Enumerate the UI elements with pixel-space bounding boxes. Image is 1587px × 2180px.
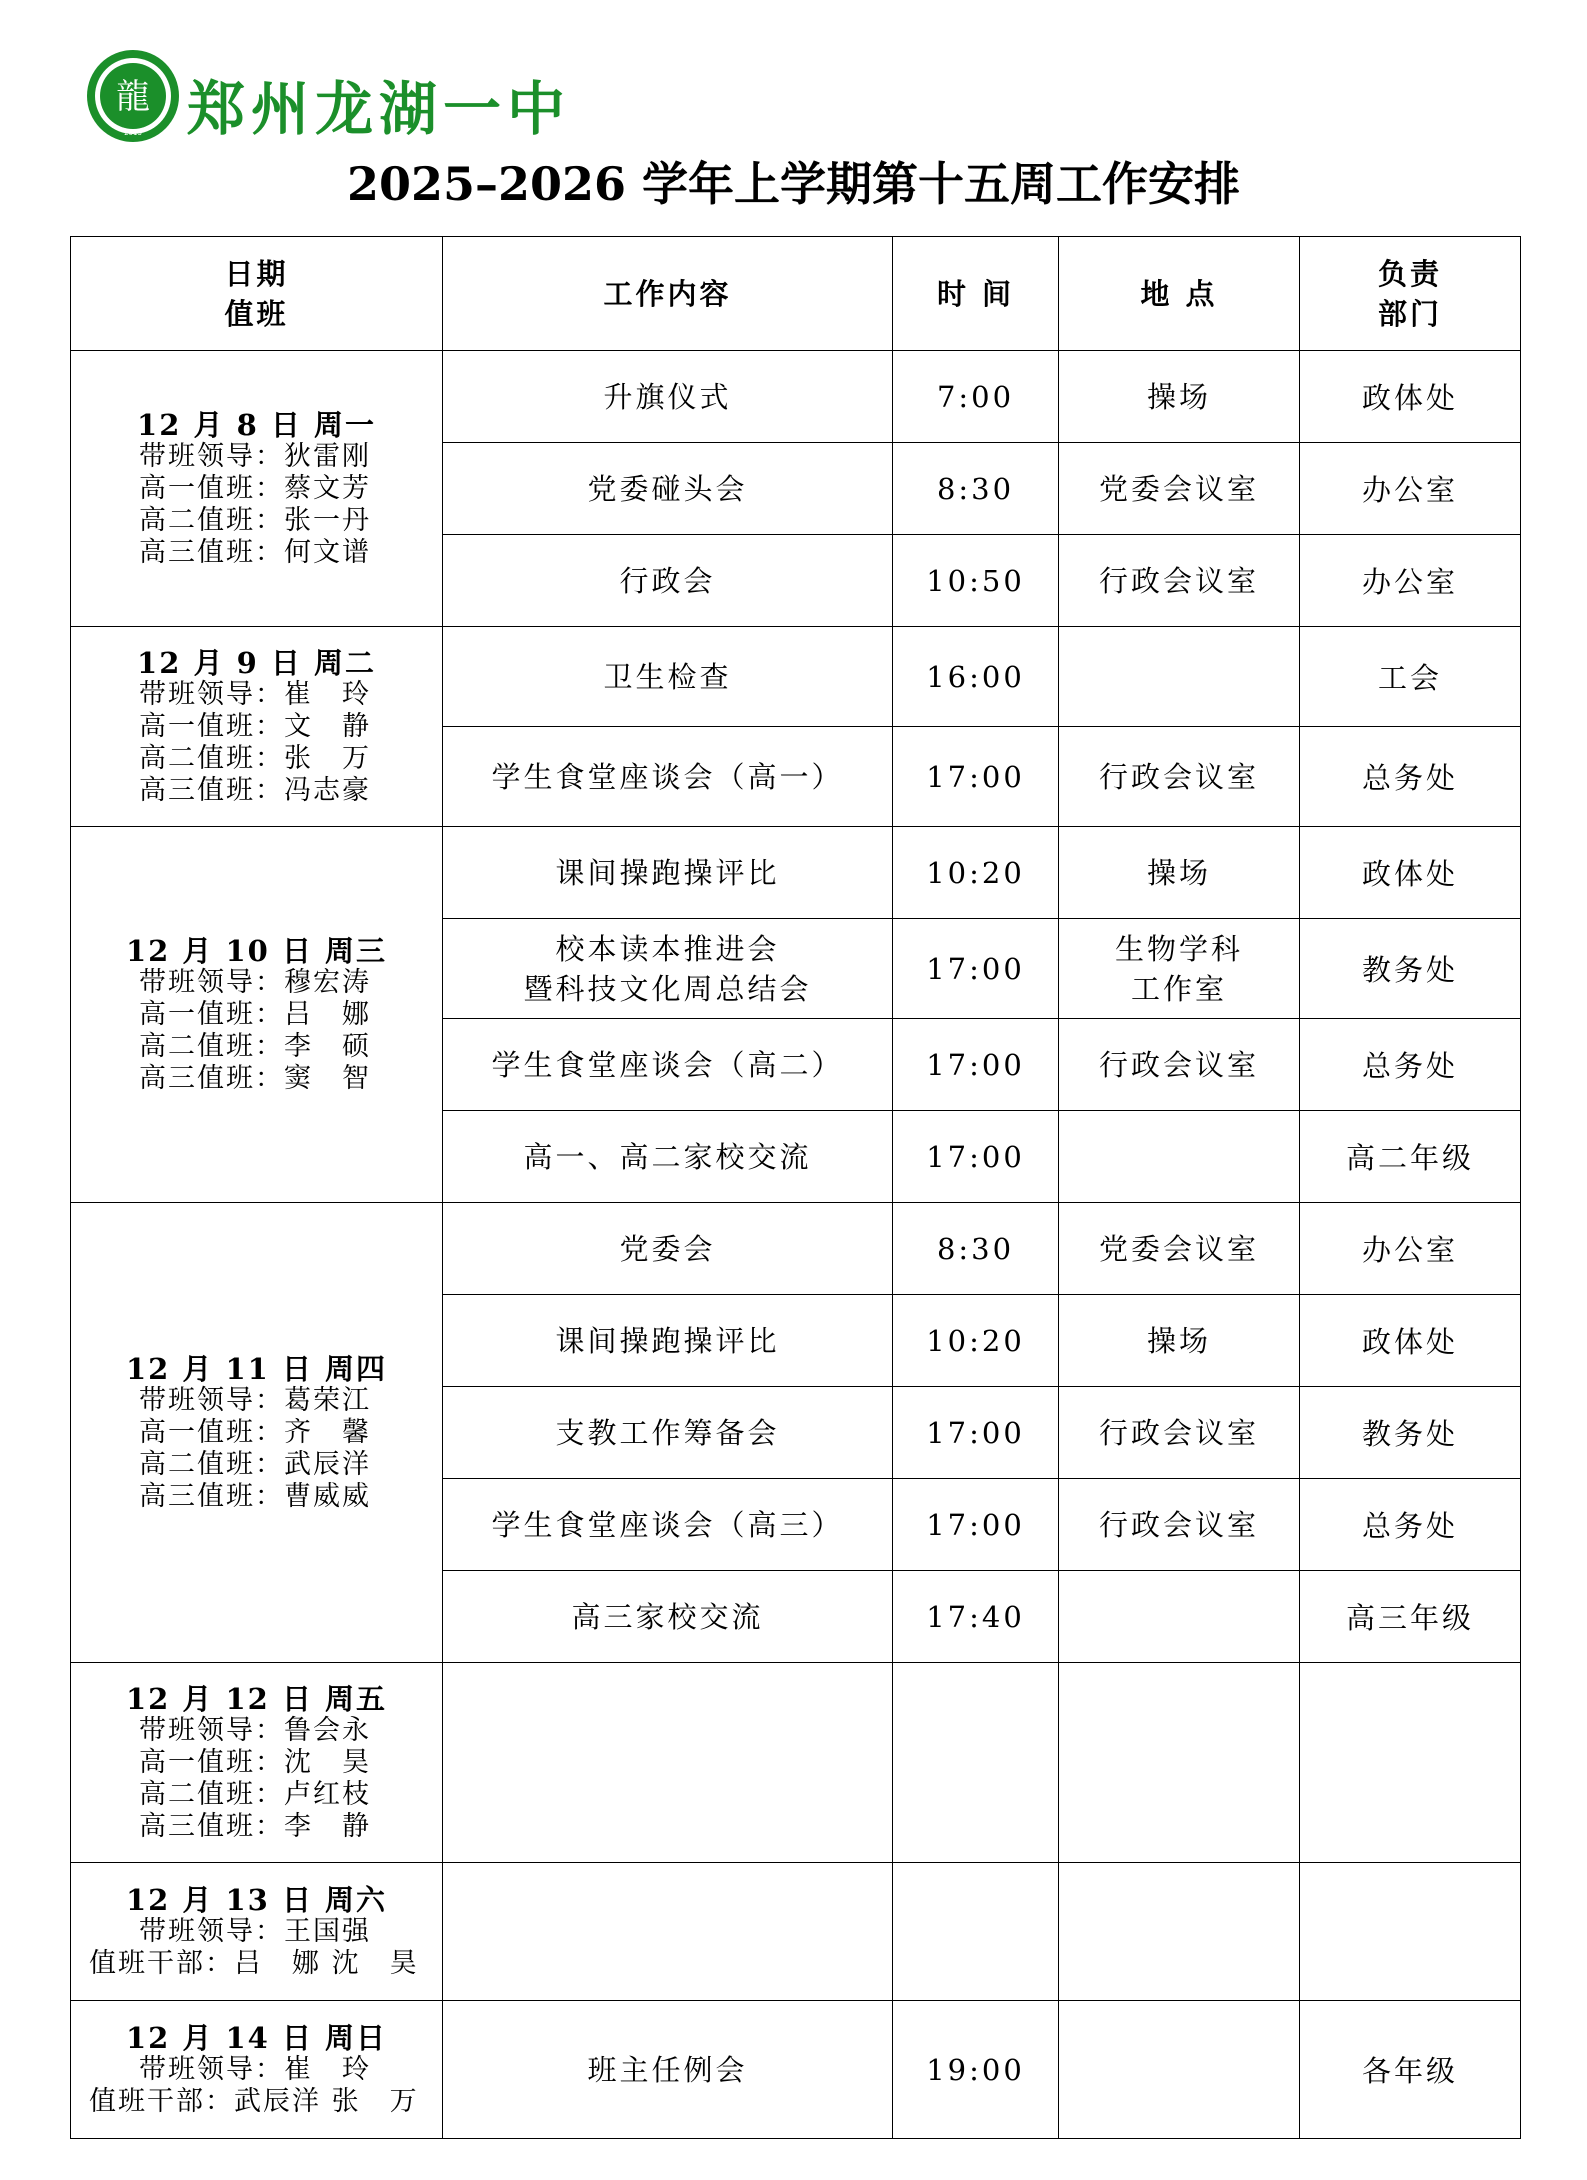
time-cell: 17:00 — [893, 727, 1059, 827]
header-date-line1: 日期 — [224, 256, 289, 291]
work-content-text: 暨科技文化周总结会 — [523, 971, 812, 1006]
work-content-cell — [443, 535, 893, 627]
header-place: 地 点 — [1059, 237, 1300, 351]
duty-line: 高三值班：窦 智 — [139, 1062, 371, 1094]
work-content-text: 学生食堂座谈会（高二） — [491, 1047, 844, 1082]
day-date: 12 月 13 日 周六 — [125, 1882, 388, 1917]
duty-line: 高二值班：李 硕 — [139, 1030, 371, 1062]
time-cell: 19:00 — [893, 2001, 1059, 2139]
work-content-text: 党委会 — [619, 1231, 716, 1266]
time-cell: 17:00 — [893, 1019, 1059, 1111]
dept-cell — [1300, 1663, 1521, 1863]
duty-line: 值班干部：吕 娜 沈 昊 — [89, 1947, 419, 1979]
school-name: 郑州龙湖一中 — [187, 75, 572, 143]
place-text: 行政会议室 — [1098, 1415, 1259, 1450]
day-duty-cell — [71, 1863, 443, 2001]
day-duty-cell — [71, 1663, 443, 1863]
time-cell: 17:00 — [893, 1387, 1059, 1479]
duty-line: 高一值班：蔡文芳 — [139, 472, 371, 504]
place-cell — [1059, 919, 1300, 1019]
day-duty-cell — [71, 2001, 443, 2139]
place-cell — [1059, 1111, 1300, 1203]
duty-line: 高三值班：冯志豪 — [139, 774, 371, 806]
work-content-text: 课间操跑操评比 — [555, 1323, 780, 1358]
duty-line: 高一值班：文 静 — [139, 710, 371, 742]
place-cell — [1059, 1479, 1300, 1571]
dept-cell: 工会 — [1300, 627, 1521, 727]
dept-cell: 总务处 — [1300, 1019, 1521, 1111]
work-content-cell — [443, 443, 893, 535]
table-row — [71, 351, 1521, 443]
dept-cell: 政体处 — [1300, 1295, 1521, 1387]
time-cell: 10:50 — [893, 535, 1059, 627]
place-text: 操场 — [1146, 1323, 1211, 1358]
header-dept — [1300, 237, 1521, 351]
place-cell — [1059, 1571, 1300, 1663]
table-row — [71, 1663, 1521, 1863]
time-cell: 17:00 — [893, 1479, 1059, 1571]
place-cell — [1059, 1663, 1300, 1863]
place-text: 行政会议室 — [1098, 759, 1259, 794]
header-content: 工作内容 — [443, 237, 893, 351]
work-content-text: 学生食堂座谈会（高一） — [491, 759, 844, 794]
dept-cell: 教务处 — [1300, 1387, 1521, 1479]
work-content-cell — [443, 2001, 893, 2139]
time-cell — [893, 1663, 1059, 1863]
duty-line: 值班干部：武辰洋 张 万 — [89, 2085, 419, 2117]
logo-glyph: 龍 — [116, 77, 150, 117]
work-content-text: 党委碰头会 — [587, 471, 748, 506]
duty-line: 高一值班：沈 昊 — [139, 1746, 371, 1778]
duty-line: 高一值班：吕 娜 — [139, 998, 371, 1030]
day-date: 12 月 9 日 周二 — [137, 645, 376, 680]
place-text: 行政会议室 — [1098, 1507, 1259, 1542]
dept-cell: 高三年级 — [1300, 1571, 1521, 1663]
duty-line: 高三值班：曹威威 — [139, 1480, 371, 1512]
place-cell — [1059, 627, 1300, 727]
place-text: 生物学科 — [1114, 931, 1243, 966]
time-cell: 16:00 — [893, 627, 1059, 727]
dept-cell: 总务处 — [1300, 1479, 1521, 1571]
day-date: 12 月 10 日 周三 — [125, 933, 388, 968]
time-cell: 7:00 — [893, 351, 1059, 443]
work-content-text: 班主任例会 — [587, 2052, 748, 2087]
place-text: 党委会议室 — [1098, 1231, 1259, 1266]
dept-cell: 各年级 — [1300, 2001, 1521, 2139]
header-date-line2: 值班 — [224, 296, 289, 331]
schedule-body — [71, 351, 1521, 2139]
time-cell — [893, 1863, 1059, 2001]
place-cell — [1059, 1295, 1300, 1387]
day-date: 12 月 8 日 周一 — [137, 407, 376, 442]
work-content-text: 升旗仪式 — [603, 379, 732, 414]
work-content-text: 学生食堂座谈会（高三） — [491, 1507, 844, 1542]
time-cell: 8:30 — [893, 443, 1059, 535]
place-cell — [1059, 351, 1300, 443]
day-date: 12 月 14 日 周日 — [125, 2020, 388, 2055]
place-text: 操场 — [1146, 379, 1211, 414]
place-cell — [1059, 1203, 1300, 1295]
school-logo-icon — [85, 48, 181, 144]
place-cell — [1059, 1863, 1300, 2001]
place-text: 操场 — [1146, 855, 1211, 890]
place-text: 行政会议室 — [1098, 563, 1259, 598]
dept-cell: 办公室 — [1300, 443, 1521, 535]
duty-line: 高二值班：武辰洋 — [139, 1448, 371, 1480]
dept-cell: 总务处 — [1300, 727, 1521, 827]
duty-line: 高一值班：齐 馨 — [139, 1416, 371, 1448]
work-content-cell — [443, 1571, 893, 1663]
duty-line: 高二值班：张 万 — [139, 742, 371, 774]
dept-cell: 办公室 — [1300, 535, 1521, 627]
day-date: 12 月 12 日 周五 — [125, 1681, 388, 1716]
table-row — [71, 827, 1521, 919]
work-content-text: 校本读本推进会 — [555, 931, 780, 966]
place-cell — [1059, 535, 1300, 627]
time-cell: 17:40 — [893, 1571, 1059, 1663]
work-content-text: 卫生检查 — [603, 659, 732, 694]
day-duty-cell — [71, 1203, 443, 1663]
time-cell: 10:20 — [893, 827, 1059, 919]
duty-line: 高二值班：卢红枝 — [139, 1778, 371, 1810]
dept-cell: 政体处 — [1300, 827, 1521, 919]
header-time: 时 间 — [893, 237, 1059, 351]
header-row — [71, 237, 1521, 351]
work-content-cell — [443, 1863, 893, 2001]
work-content-cell — [443, 827, 893, 919]
time-cell: 10:20 — [893, 1295, 1059, 1387]
work-content-text: 课间操跑操评比 — [555, 855, 780, 890]
work-content-text: 高一、高二家校交流 — [523, 1139, 812, 1174]
work-content-cell — [443, 1111, 893, 1203]
duty-line: 带班领导：崔 玲 — [139, 2053, 371, 2085]
duty-line: 带班领导：崔 玲 — [139, 678, 371, 710]
work-content-text: 行政会 — [619, 563, 716, 598]
duty-line: 高三值班：李 静 — [139, 1810, 371, 1842]
duty-line: 带班领导：狄雷刚 — [139, 440, 371, 472]
header-date — [71, 237, 443, 351]
time-cell: 17:00 — [893, 919, 1059, 1019]
time-cell: 8:30 — [893, 1203, 1059, 1295]
logo-year: 2013 — [124, 129, 142, 137]
duty-line: 带班领导：王国强 — [139, 1915, 371, 1947]
work-content-cell — [443, 1479, 893, 1571]
work-content-cell — [443, 1663, 893, 1863]
dept-cell: 办公室 — [1300, 1203, 1521, 1295]
duty-line: 高三值班：何文谱 — [139, 536, 371, 568]
place-cell — [1059, 1387, 1300, 1479]
table-row — [71, 2001, 1521, 2139]
header-dept-line2: 部门 — [1377, 296, 1442, 331]
table-row — [71, 627, 1521, 727]
work-content-cell — [443, 351, 893, 443]
day-duty-cell — [71, 351, 443, 627]
place-cell — [1059, 2001, 1300, 2139]
table-row — [71, 1863, 1521, 2001]
work-content-cell — [443, 627, 893, 727]
dept-cell: 高二年级 — [1300, 1111, 1521, 1203]
work-content-cell — [443, 1019, 893, 1111]
place-cell — [1059, 727, 1300, 827]
header-dept-line1: 负责 — [1377, 256, 1442, 291]
document-title: 2025–2026 学年上学期第十五周工作安排 — [346, 157, 1241, 211]
work-content-text: 支教工作筹备会 — [555, 1415, 780, 1450]
place-text: 行政会议室 — [1098, 1047, 1259, 1082]
table-row — [71, 1203, 1521, 1295]
place-text: 党委会议室 — [1098, 471, 1259, 506]
work-content-cell — [443, 1387, 893, 1479]
work-content-cell — [443, 1203, 893, 1295]
duty-line: 带班领导：鲁会永 — [139, 1714, 371, 1746]
duty-line: 带班领导：葛荣江 — [139, 1384, 371, 1416]
dept-cell — [1300, 1863, 1521, 2001]
day-date: 12 月 11 日 周四 — [125, 1351, 388, 1386]
work-content-cell — [443, 919, 893, 1019]
place-text: 工作室 — [1130, 971, 1227, 1006]
time-cell: 17:00 — [893, 1111, 1059, 1203]
place-cell — [1059, 443, 1300, 535]
duty-line: 高二值班：张一丹 — [139, 504, 371, 536]
day-duty-cell — [71, 627, 443, 827]
work-content-cell — [443, 1295, 893, 1387]
dept-cell: 政体处 — [1300, 351, 1521, 443]
day-duty-cell — [71, 827, 443, 1203]
work-content-cell — [443, 727, 893, 827]
work-content-text: 高三家校交流 — [571, 1599, 764, 1634]
dept-cell: 教务处 — [1300, 919, 1521, 1019]
duty-line: 带班领导：穆宏涛 — [139, 966, 371, 998]
place-cell — [1059, 827, 1300, 919]
weekly-schedule-table — [70, 236, 1521, 2139]
place-cell — [1059, 1019, 1300, 1111]
